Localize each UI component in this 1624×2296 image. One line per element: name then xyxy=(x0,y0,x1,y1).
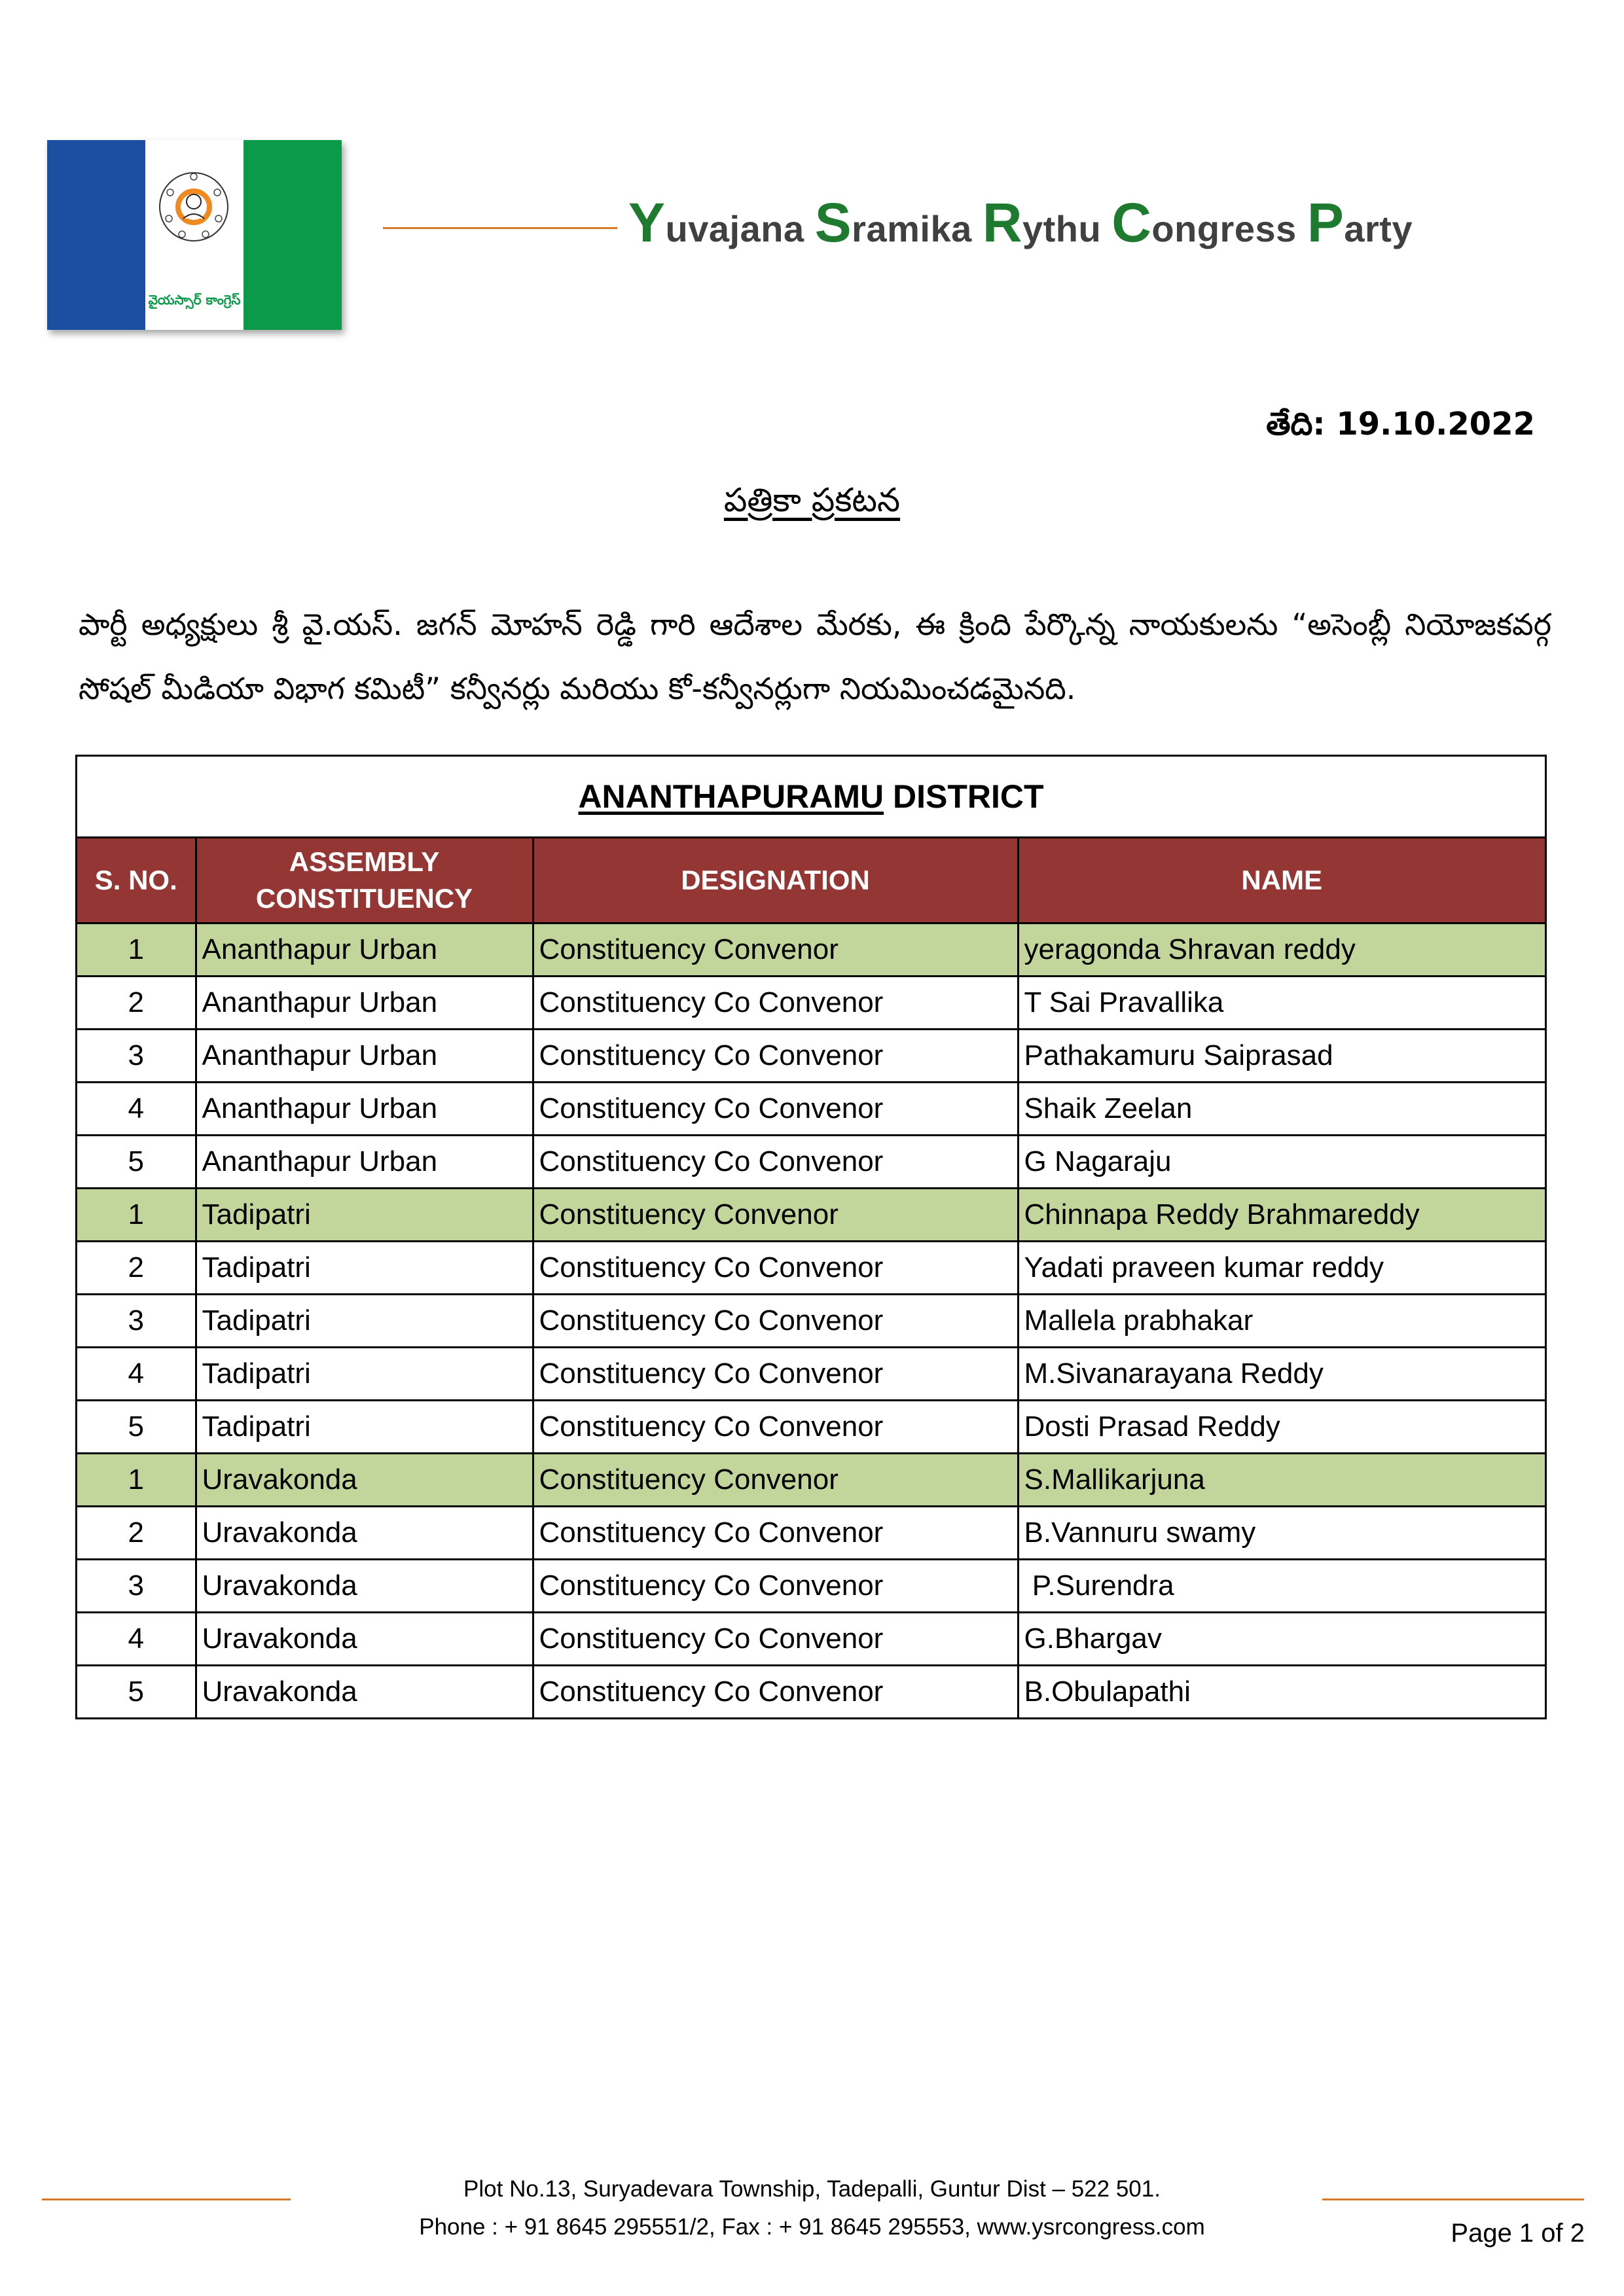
cell-designation: Constituency Co Convenor xyxy=(533,1083,1018,1136)
cell-sno: 5 xyxy=(77,1136,196,1189)
cell-constituency: Ananthapur Urban xyxy=(196,1136,533,1189)
cell-constituency: Tadipatri xyxy=(196,1348,533,1401)
cell-name: Mallela prabhakar xyxy=(1018,1295,1545,1348)
cell-constituency: Tadipatri xyxy=(196,1401,533,1454)
cell-sno: 3 xyxy=(77,1030,196,1083)
table-row xyxy=(77,1401,1545,1454)
cell-sno: 4 xyxy=(77,1613,196,1666)
table-header-row xyxy=(77,838,1545,924)
cell-name: G Nagaraju xyxy=(1018,1136,1545,1189)
party-name-word-rest: arty xyxy=(1344,208,1413,249)
district-suffix: DISTRICT xyxy=(884,778,1044,815)
table-row xyxy=(77,924,1545,977)
cell-sno: 2 xyxy=(77,1242,196,1295)
column-header-sno: S. NO. xyxy=(77,838,196,924)
cell-designation: Constituency Co Convenor xyxy=(533,1613,1018,1666)
footer-address-line-1: Plot No.13, Suryadevara Township, Tadepalli, Guntur Dist – 522 501. xyxy=(463,2176,1161,2202)
party-name-initial: P xyxy=(1307,192,1344,253)
cell-sno: 4 xyxy=(77,1083,196,1136)
party-flag-logo xyxy=(47,140,342,330)
document-date: తేది: 19.10.2022 xyxy=(1266,406,1535,442)
cell-constituency: Uravakonda xyxy=(196,1613,533,1666)
press-release-title-text: పత్రికా ప్రకటన xyxy=(723,481,901,519)
flag-green-band xyxy=(244,140,342,330)
cell-constituency: Ananthapur Urban xyxy=(196,1083,533,1136)
party-name xyxy=(628,191,1413,255)
party-name-initial: C xyxy=(1111,192,1152,253)
table-row xyxy=(77,1189,1545,1242)
cell-name: B.Vannuru swamy xyxy=(1018,1507,1545,1560)
cell-name: T Sai Pravallika xyxy=(1018,977,1545,1030)
cell-constituency: Ananthapur Urban xyxy=(196,924,533,977)
cell-sno: 4 xyxy=(77,1348,196,1401)
column-header-name: NAME xyxy=(1018,838,1545,924)
cell-name: yeragonda Shravan reddy xyxy=(1018,924,1545,977)
cell-name: S.Mallikarjuna xyxy=(1018,1454,1545,1507)
table-row xyxy=(77,1348,1545,1401)
logo-caption: వైయస్సార్ కాంగ్రెస్ xyxy=(148,292,241,308)
cell-designation: Constituency Co Convenor xyxy=(533,1030,1018,1083)
table-row xyxy=(77,1613,1545,1666)
party-name-word-rest: uvajana xyxy=(665,208,815,249)
cell-sno: 3 xyxy=(77,1560,196,1613)
party-name-word-rest: ythu xyxy=(1022,208,1112,249)
cell-constituency: Ananthapur Urban xyxy=(196,977,533,1030)
cell-constituency: Uravakonda xyxy=(196,1454,533,1507)
appointments-table xyxy=(75,755,1547,1719)
cell-designation: Constituency Co Convenor xyxy=(533,977,1018,1030)
cell-name: Yadati praveen kumar reddy xyxy=(1018,1242,1545,1295)
cell-designation: Constituency Convenor xyxy=(533,1454,1018,1507)
party-name-initial: R xyxy=(982,192,1022,253)
table-row xyxy=(77,1242,1545,1295)
cell-name: B.Obulapathi xyxy=(1018,1666,1545,1718)
cell-designation: Constituency Co Convenor xyxy=(533,1666,1018,1718)
table-row xyxy=(77,1136,1545,1189)
table-row xyxy=(77,1295,1545,1348)
cell-constituency: Uravakonda xyxy=(196,1666,533,1718)
district-name: ANANTHAPURAMU xyxy=(578,778,884,815)
table-row xyxy=(77,977,1545,1030)
cell-constituency: Tadipatri xyxy=(196,1189,533,1242)
district-heading xyxy=(77,757,1545,838)
intro-paragraph: పార్టీ అధ్యక్షులు శ్రీ వై.యస్. జగన్ మోహన్ రెడ్డి గారి ఆదేశాల మేరకు, ఈ క్రింది పేర్కొన్న నాయకులను “అసెంబ్లీ నియోజకవర్గ సోషల్ మీడియా విభాగ కమిటీ” కన్వీనర్లు మరియు కో-కన్వీనర్లుగా నియమించడమైనది. xyxy=(79,607,1551,706)
press-release-title xyxy=(0,481,1624,528)
cell-designation: Constituency Co Convenor xyxy=(533,1136,1018,1189)
header-divider xyxy=(383,227,617,229)
page-number: Page 1 of 2 xyxy=(1451,2219,1585,2248)
cell-name: Chinnapa Reddy Brahmareddy xyxy=(1018,1189,1545,1242)
footer-address xyxy=(0,2170,1624,2246)
members-table xyxy=(77,838,1545,1717)
cell-sno: 5 xyxy=(77,1401,196,1454)
column-header-constituency: ASSEMBLY CONSTITUENCY xyxy=(196,838,533,924)
table-row xyxy=(77,1560,1545,1613)
cell-name: Pathakamuru Saiprasad xyxy=(1018,1030,1545,1083)
party-name-initial: Y xyxy=(628,192,666,253)
cell-designation: Constituency Co Convenor xyxy=(533,1560,1018,1613)
cell-designation: Constituency Co Convenor xyxy=(533,1507,1018,1560)
cell-constituency: Tadipatri xyxy=(196,1295,533,1348)
cell-sno: 1 xyxy=(77,924,196,977)
cell-sno: 1 xyxy=(77,1189,196,1242)
footer-contact-line: Phone : + 91 8645 295551/2, Fax : + 91 8645 295553, www.ysrcongress.com xyxy=(419,2214,1205,2240)
table-row xyxy=(77,1083,1545,1136)
table-body xyxy=(77,924,1545,1718)
cell-name: M.Sivanarayana Reddy xyxy=(1018,1348,1545,1401)
table-row xyxy=(77,1507,1545,1560)
cell-name: G.Bhargav xyxy=(1018,1613,1545,1666)
cell-constituency: Uravakonda xyxy=(196,1560,533,1613)
table-row xyxy=(77,1666,1545,1718)
cell-name: P.Surendra xyxy=(1018,1560,1545,1613)
party-name-word-rest: ongress xyxy=(1151,208,1307,249)
cell-designation: Constituency Co Convenor xyxy=(533,1242,1018,1295)
cell-sno: 1 xyxy=(77,1454,196,1507)
cell-designation: Constituency Convenor xyxy=(533,1189,1018,1242)
party-name-word-rest: ramika xyxy=(852,208,983,249)
cell-constituency: Ananthapur Urban xyxy=(196,1030,533,1083)
flag-white-band xyxy=(145,140,244,330)
table-row xyxy=(77,1030,1545,1083)
flag-blue-band xyxy=(47,140,145,330)
cell-name: Shaik Zeelan xyxy=(1018,1083,1545,1136)
cell-designation: Constituency Co Convenor xyxy=(533,1295,1018,1348)
cell-sno: 2 xyxy=(77,1507,196,1560)
table-row xyxy=(77,1454,1545,1507)
cell-name: Dosti Prasad Reddy xyxy=(1018,1401,1545,1454)
cell-constituency: Uravakonda xyxy=(196,1507,533,1560)
emblem-icon xyxy=(157,166,230,264)
cell-designation: Constituency Co Convenor xyxy=(533,1401,1018,1454)
cell-designation: Constituency Convenor xyxy=(533,924,1018,977)
cell-constituency: Tadipatri xyxy=(196,1242,533,1295)
cell-sno: 2 xyxy=(77,977,196,1030)
party-name-initial: S xyxy=(814,192,852,253)
cell-sno: 3 xyxy=(77,1295,196,1348)
column-header-designation: DESIGNATION xyxy=(533,838,1018,924)
cell-sno: 5 xyxy=(77,1666,196,1718)
cell-designation: Constituency Co Convenor xyxy=(533,1348,1018,1401)
